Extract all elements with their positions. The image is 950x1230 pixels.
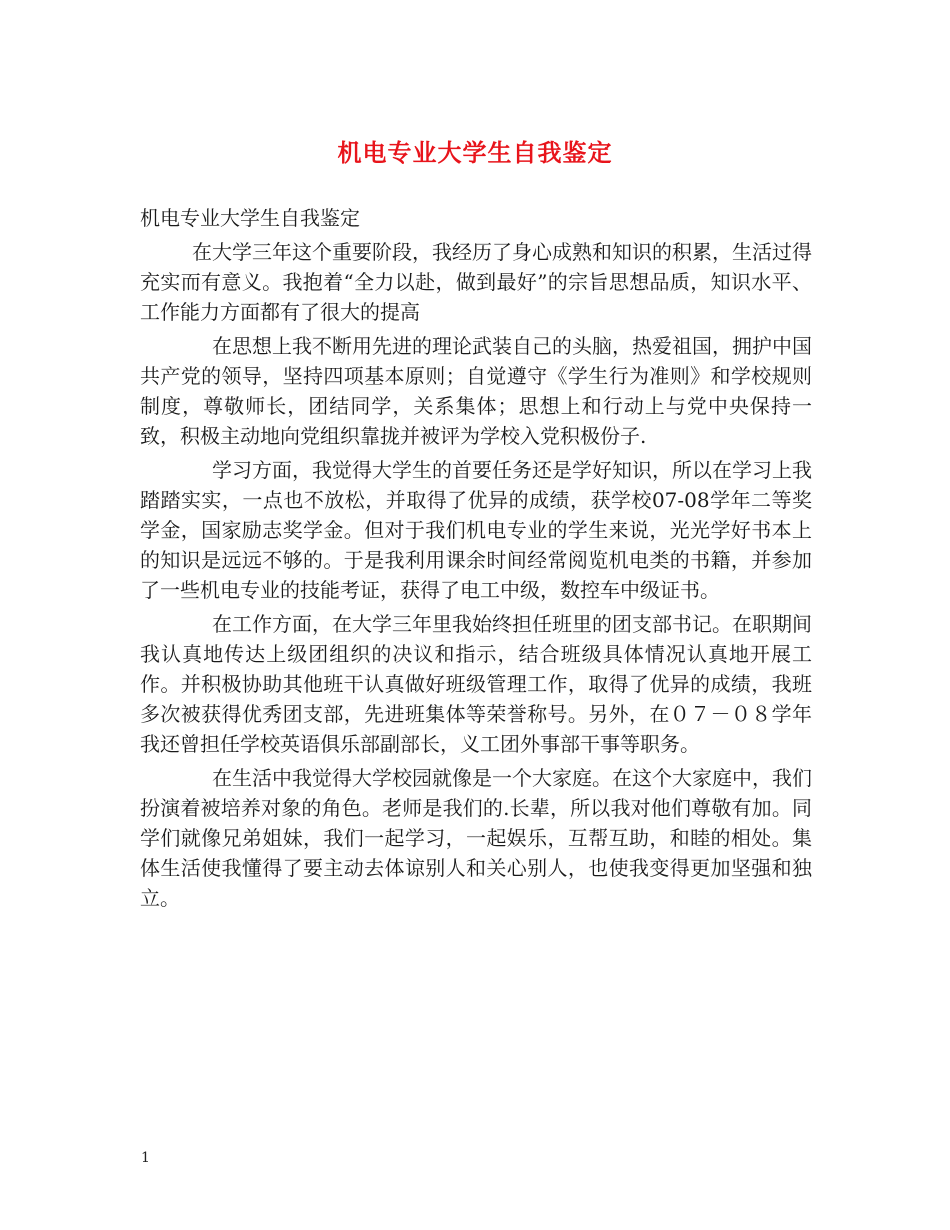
paragraph-intro: 在大学三年这个重要阶段，我经历了身心成熟和知识的积累，生活过得充实而有意义。我抱着“全力以赴，做到最好”的宗旨思想品质，知识水平、工作能力方面都有了很大的提高 <box>140 240 812 324</box>
document-title: 机电专业大学生自我鉴定 <box>337 138 613 167</box>
paragraph-work: 在工作方面，在大学三年里我始终担任班里的团支部书记。在职期间我认真地传达上级团组织的决议和指示，结合班级具体情况认真地开展工作。并积极协助其他班干认真做好班级管理工作，取得了优异的成绩，我班多次被获得优秀团支部，先进班集体等荣誉称号。另外，在０７－０８学年我还曾担任学校英语俱乐部副部长，义工团外事部干事等职务。 <box>140 612 812 756</box>
paragraph-ideology: 在思想上我不断用先进的理论武装自己的头脑，热爱祖国，拥护中国共产党的领导，坚持四项基本原则；自觉遵守《学生行为准则》和学校规则制度，尊敬师长，团结同学，关系集体；思想上和行动上与党中央保持一致，积极主动地向党组织靠拢并被评为学校入党积极份子. <box>140 334 812 448</box>
document-subheading: 机电专业大学生自我鉴定 <box>140 206 360 230</box>
paragraph-study: 学习方面，我觉得大学生的首要任务还是学好知识，所以在学习上我踏踏实实，一点也不放松，并取得了优异的成绩，获学校07-08学年二等奖学金，国家励志奖学金。但对于我们机电专业的学生来说，光光学好书本上的知识是远远不够的。于是我利用课余时间经常阅览机电类的书籍，并参加了一些机电专业的技能考证，获得了电工中级，数控车中级证书。 <box>140 458 812 602</box>
paragraph-life: 在生活中我觉得大学校园就像是一个大家庭。在这个大家庭中，我们扮演着被培养对象的角色。老师是我们的.长辈，所以我对他们尊敬有加。同学们就像兄弟姐妹，我们一起学习，一起娱乐，互帮互助，和睦的相处。集体生活使我懂得了要主动去体谅别人和关心别人，也使我变得更加坚强和独立。 <box>140 766 812 910</box>
page-number: 1 <box>141 1150 150 1166</box>
document-body <box>140 203 812 917</box>
